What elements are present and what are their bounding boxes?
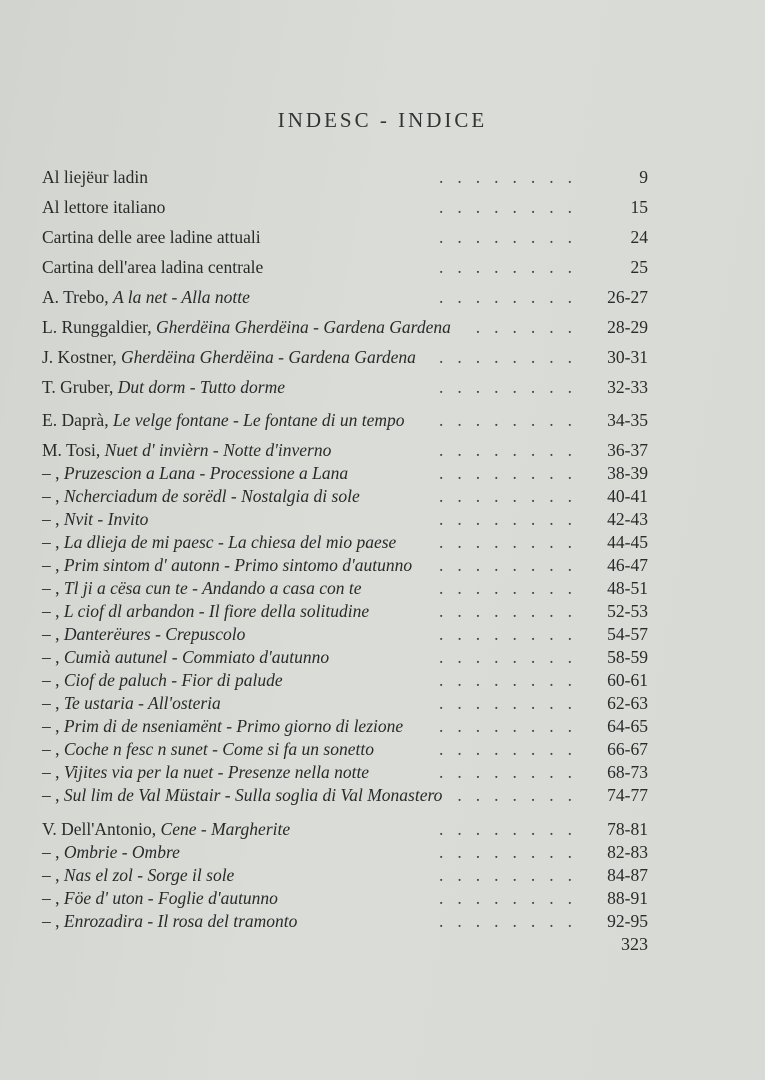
toc-entry-work: L ciof dl arbandon - Il fiore della solitudine	[63, 601, 370, 621]
toc-entry-work: Gherdëina Gherdëina - Gardena Gardena	[121, 347, 416, 367]
toc-entry-author: M. Tosi,	[42, 440, 105, 460]
toc-entry-work: Nas el zol - Sorge il sole	[63, 865, 235, 885]
dot-leader: ........	[439, 257, 586, 277]
toc-entry	[42, 374, 648, 400]
toc-entry	[42, 224, 648, 250]
dot-leader: ........	[439, 532, 586, 552]
dot-leader: ........	[439, 347, 586, 367]
dot-leader: ........	[439, 197, 586, 217]
toc-entry-page: 54-57	[607, 624, 648, 644]
toc-entry-author: E. Daprà,	[42, 410, 113, 430]
toc-entry-page: 62-63	[607, 693, 648, 713]
toc-entry-page: 38-39	[607, 463, 648, 483]
dot-leader: ........	[439, 670, 586, 690]
toc-entry-work: Sul lim de Val Müstair - Sulla soglia di Val Monastero	[63, 785, 443, 805]
toc-entry-page: 26-27	[607, 287, 648, 307]
toc-entry-author: – ,	[42, 532, 64, 552]
dot-leader: ........	[439, 227, 586, 247]
dot-leader: ........	[439, 463, 586, 483]
toc-entry-author: A. Trebo,	[42, 287, 113, 307]
toc-entry-author: J. Kostner,	[42, 347, 122, 367]
toc-entry-page: 15	[630, 197, 648, 217]
toc-entry-work: Te ustaria - All'osteria	[63, 693, 221, 713]
toc-entry	[42, 194, 648, 220]
toc-entry	[42, 314, 648, 340]
toc-entry-work: Prim sintom d' autonn - Primo sintomo d'autunno	[63, 555, 413, 575]
toc-entry-author: – ,	[42, 716, 64, 736]
dot-leader: ........	[439, 287, 586, 307]
dot-leader: ........	[439, 819, 586, 839]
toc-entry-work: Cene - Margherite	[160, 819, 291, 839]
toc-entry-page: 88-91	[607, 888, 648, 908]
toc-entry-work: Cartina dell'area ladina centrale	[42, 257, 264, 277]
page-title: INDESC - INDICE	[277, 108, 488, 132]
toc-entry-author: L. Runggaldier,	[42, 317, 156, 337]
toc-entry	[42, 164, 648, 190]
toc-entry-work: Al liejëur ladin	[42, 167, 148, 187]
toc-entry-title	[42, 254, 263, 280]
dot-leader: ........	[439, 410, 586, 430]
toc-entry-page: 30-31	[607, 347, 648, 367]
toc-entry-title	[42, 194, 165, 220]
toc-entry-page: 32-33	[607, 377, 648, 397]
toc-entry-page: 46-47	[607, 555, 648, 575]
toc-entry-author: – ,	[42, 647, 64, 667]
toc-entry-author: – ,	[42, 624, 64, 644]
toc-entry-page: 34-35	[607, 410, 648, 430]
toc-entry	[42, 782, 648, 808]
toc-entry-page: 84-87	[607, 865, 648, 885]
toc-entry-work: Prim di de nseniamënt - Primo giorno di lezione	[63, 716, 404, 736]
toc-entry	[42, 254, 648, 280]
toc-entry-title	[42, 284, 250, 310]
dot-leader: ........	[439, 842, 586, 862]
dot-leader: ........	[439, 624, 586, 644]
toc-entry-work: Ciof de paluch - Fior di palude	[63, 670, 283, 690]
toc-entry-work: Al lettore italiano	[42, 197, 166, 217]
toc-entry	[42, 908, 648, 934]
toc-entry	[42, 407, 648, 433]
toc-entry-author: V. Dell'Antonio,	[42, 819, 161, 839]
toc-entry-page: 60-61	[607, 670, 648, 690]
toc-entry-work: Enrozadira - Il rosa del tramonto	[63, 911, 298, 931]
toc-entry-work: Coche n fesc n sunet - Come si fa un sonetto	[63, 739, 374, 759]
toc-entry-author: – ,	[42, 509, 64, 529]
toc-entry-page: 28-29	[607, 317, 648, 337]
toc-entry-page: 68-73	[607, 762, 648, 782]
toc-entry-page: 64-65	[607, 716, 648, 736]
toc-entry-author: – ,	[42, 486, 64, 506]
toc-entry-page: 92-95	[607, 911, 648, 931]
toc-entry-title	[42, 374, 285, 400]
page-number: 323	[621, 934, 648, 954]
toc-entry-work: La dlieja de mi paesc - La chiesa del mio paese	[63, 532, 397, 552]
toc-entry-page: 58-59	[607, 647, 648, 667]
toc-entry-page: 24	[630, 227, 648, 247]
toc-entry-work: Nvit - Invito	[63, 509, 149, 529]
toc-entry-work: Danterëures - Crepuscolo	[63, 624, 246, 644]
toc-entry-page: 9	[639, 167, 648, 187]
toc-entry-page: 36-37	[607, 440, 648, 460]
toc-entry-work: Cumià autunel - Commiato d'autunno	[63, 647, 330, 667]
dot-leader: ........	[439, 578, 586, 598]
toc-entry-page: 48-51	[607, 578, 648, 598]
toc-entry-work: Tl ji a cësa cun te - Andando a casa con te	[63, 578, 362, 598]
toc-entry-work: Nuet d' invièrn - Notte d'inverno	[104, 440, 332, 460]
toc-entry-work: A la net - Alla notte	[113, 287, 250, 307]
toc-entry-page: 74-77	[607, 785, 648, 805]
toc-entry-author: – ,	[42, 670, 64, 690]
toc-entry-page: 44-45	[607, 532, 648, 552]
toc-entry-work: Dut dorm - Tutto dorme	[117, 377, 285, 397]
toc-entry-page: 42-43	[607, 509, 648, 529]
toc-entry-work: Ombrie - Ombre	[63, 842, 180, 862]
dot-leader: ........	[439, 865, 586, 885]
dot-leader: ........	[439, 888, 586, 908]
toc-entry-title	[42, 782, 442, 808]
toc-entry-author: – ,	[42, 578, 64, 598]
toc-entry-work: Pruzescion a Lana - Processione a Lana	[63, 463, 349, 483]
dot-leader: ......	[475, 317, 586, 337]
toc-entry-work: Gherdëina Gherdëina - Gardena Gardena	[156, 317, 451, 337]
toc-entry-page: 82-83	[607, 842, 648, 862]
toc-entry-work: Cartina delle aree ladine attuali	[42, 227, 261, 247]
dot-leader: ........	[439, 509, 586, 529]
dot-leader: ........	[439, 762, 586, 782]
toc-entry-author: – ,	[42, 865, 64, 885]
dot-leader: ........	[439, 555, 586, 575]
toc-entry-page: 78-81	[607, 819, 648, 839]
dot-leader: ........	[439, 601, 586, 621]
toc-entry-work: Vijites via per la nuet - Presenze nella notte	[63, 762, 370, 782]
toc-entry-author: – ,	[42, 739, 64, 759]
toc-entry-author: – ,	[42, 555, 64, 575]
dot-leader: ........	[439, 167, 586, 187]
dot-leader: ........	[439, 911, 586, 931]
dot-leader: ........	[439, 440, 586, 460]
dot-leader: ........	[439, 693, 586, 713]
dot-leader: ........	[439, 647, 586, 667]
toc-entry-author: – ,	[42, 888, 64, 908]
toc-entry-page: 25	[630, 257, 648, 277]
toc-entry-page: 40-41	[607, 486, 648, 506]
toc-entry-title	[42, 407, 405, 433]
dot-leader: .......	[457, 785, 586, 805]
toc-entry-page: 66-67	[607, 739, 648, 759]
toc-entry-title	[42, 314, 451, 340]
toc-entry-author: – ,	[42, 463, 64, 483]
toc-entry-title	[42, 344, 416, 370]
toc-entry-work: Le velge fontane - Le fontane di un tempo	[112, 410, 405, 430]
toc-entry-author: – ,	[42, 785, 64, 805]
toc-entry	[42, 344, 648, 370]
dot-leader: ........	[439, 716, 586, 736]
toc-entry-author: – ,	[42, 762, 64, 782]
toc-entry-title	[42, 164, 148, 190]
toc-entry-work: Föe d' uton - Foglie d'autunno	[63, 888, 278, 908]
toc-entry-author: – ,	[42, 693, 64, 713]
toc-entry-page: 52-53	[607, 601, 648, 621]
toc-entry-title	[42, 224, 261, 250]
dot-leader: ........	[439, 377, 586, 397]
toc-entry-author: – ,	[42, 911, 64, 931]
toc-entry	[42, 284, 648, 310]
toc-entry-author: T. Gruber,	[42, 377, 118, 397]
toc-entry-work: Ncherciadum de sorëdl - Nostalgia di sole	[63, 486, 360, 506]
dot-leader: ........	[439, 486, 586, 506]
toc-entry-title	[42, 908, 297, 934]
toc-entry-author: – ,	[42, 842, 64, 862]
toc-entry-author: – ,	[42, 601, 64, 621]
dot-leader: ........	[439, 739, 586, 759]
